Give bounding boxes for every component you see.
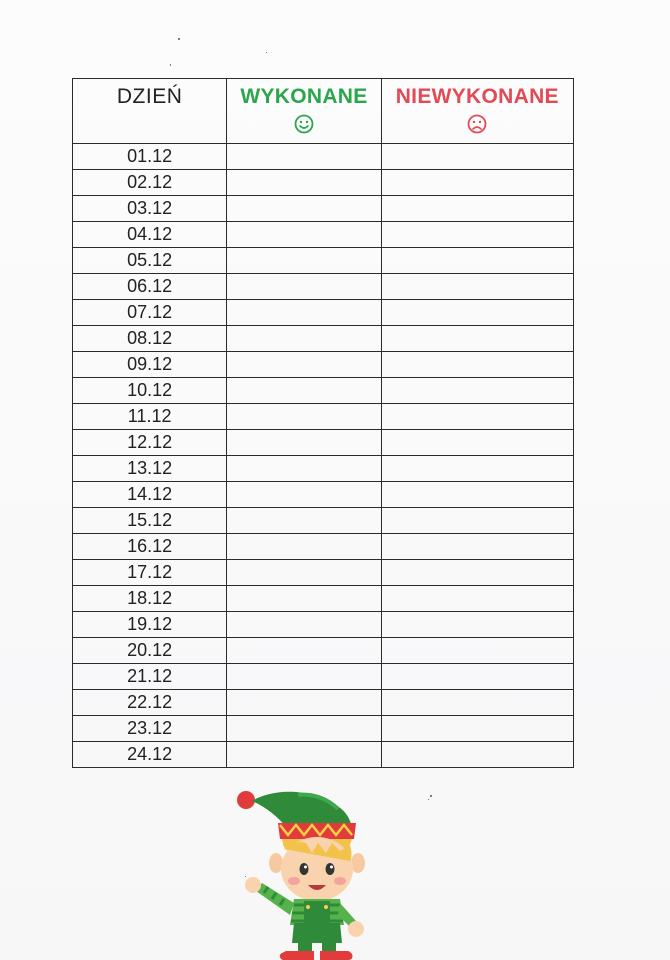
not-done-cell[interactable] <box>381 612 573 638</box>
done-cell[interactable] <box>227 430 381 456</box>
advent-task-table <box>72 78 574 768</box>
paper-speck <box>170 64 171 66</box>
day-cell: 15.12 <box>73 508 227 534</box>
christmas-elf-icon <box>228 783 373 960</box>
not-done-cell[interactable] <box>381 404 573 430</box>
not-done-cell[interactable] <box>381 742 573 768</box>
done-cell[interactable] <box>227 664 381 690</box>
day-cell: 09.12 <box>73 352 227 378</box>
table-row <box>73 534 574 560</box>
smiley-face-icon <box>293 113 315 135</box>
header-not-done-label: NIEWYKONANE <box>395 85 559 108</box>
done-cell[interactable] <box>227 300 381 326</box>
not-done-cell[interactable] <box>381 222 573 248</box>
header-day-label: DZIEŃ <box>116 85 183 108</box>
not-done-cell[interactable] <box>381 716 573 742</box>
done-cell[interactable] <box>227 274 381 300</box>
table-row <box>73 716 574 742</box>
done-cell[interactable] <box>227 508 381 534</box>
not-done-cell[interactable] <box>381 430 573 456</box>
table-row <box>73 560 574 586</box>
not-done-cell[interactable] <box>381 534 573 560</box>
day-cell: 04.12 <box>73 222 227 248</box>
table-row <box>73 326 574 352</box>
day-cell: 20.12 <box>73 638 227 664</box>
table-header-row <box>73 79 574 144</box>
not-done-cell[interactable] <box>381 560 573 586</box>
done-cell[interactable] <box>227 352 381 378</box>
not-done-cell[interactable] <box>381 456 573 482</box>
day-cell: 13.12 <box>73 456 227 482</box>
table-row <box>73 404 574 430</box>
not-done-cell[interactable] <box>381 378 573 404</box>
done-cell[interactable] <box>227 456 381 482</box>
table-row <box>73 248 574 274</box>
table-row <box>73 170 574 196</box>
paper-speck <box>266 52 267 53</box>
done-cell[interactable] <box>227 534 381 560</box>
done-cell[interactable] <box>227 690 381 716</box>
not-done-cell[interactable] <box>381 508 573 534</box>
day-cell: 03.12 <box>73 196 227 222</box>
day-cell: 02.12 <box>73 170 227 196</box>
header-not-done <box>381 79 573 144</box>
done-cell[interactable] <box>227 196 381 222</box>
day-cell: 24.12 <box>73 742 227 768</box>
paper-speck <box>178 38 180 40</box>
day-cell: 18.12 <box>73 586 227 612</box>
day-cell: 08.12 <box>73 326 227 352</box>
table-row <box>73 378 574 404</box>
table-row <box>73 586 574 612</box>
done-cell[interactable] <box>227 222 381 248</box>
table-row <box>73 274 574 300</box>
day-cell: 07.12 <box>73 300 227 326</box>
table-row <box>73 482 574 508</box>
done-cell[interactable] <box>227 170 381 196</box>
day-cell: 14.12 <box>73 482 227 508</box>
not-done-cell[interactable] <box>381 144 573 170</box>
not-done-cell[interactable] <box>381 248 573 274</box>
done-cell[interactable] <box>227 560 381 586</box>
done-cell[interactable] <box>227 716 381 742</box>
day-cell: 17.12 <box>73 560 227 586</box>
done-cell[interactable] <box>227 742 381 768</box>
table-row <box>73 638 574 664</box>
day-cell: 16.12 <box>73 534 227 560</box>
table-row <box>73 664 574 690</box>
day-cell: 22.12 <box>73 690 227 716</box>
header-day <box>73 79 227 144</box>
done-cell[interactable] <box>227 404 381 430</box>
table-row <box>73 612 574 638</box>
table-row <box>73 300 574 326</box>
table-row <box>73 430 574 456</box>
header-done <box>227 79 381 144</box>
day-cell: 10.12 <box>73 378 227 404</box>
table-row <box>73 456 574 482</box>
not-done-cell[interactable] <box>381 638 573 664</box>
not-done-cell[interactable] <box>381 690 573 716</box>
day-cell: 11.12 <box>73 404 227 430</box>
paper-speck <box>428 799 429 800</box>
done-cell[interactable] <box>227 144 381 170</box>
done-cell[interactable] <box>227 638 381 664</box>
table-row <box>73 196 574 222</box>
not-done-cell[interactable] <box>381 482 573 508</box>
day-cell: 21.12 <box>73 664 227 690</box>
sad-face-icon <box>466 113 488 135</box>
table-body <box>73 144 574 768</box>
done-cell[interactable] <box>227 612 381 638</box>
not-done-cell[interactable] <box>381 586 573 612</box>
header-done-label: WYKONANE <box>240 85 368 108</box>
not-done-cell[interactable] <box>381 326 573 352</box>
done-cell[interactable] <box>227 378 381 404</box>
not-done-cell[interactable] <box>381 274 573 300</box>
done-cell[interactable] <box>227 586 381 612</box>
day-cell: 06.12 <box>73 274 227 300</box>
paper-speck <box>430 795 432 797</box>
done-cell[interactable] <box>227 248 381 274</box>
not-done-cell[interactable] <box>381 664 573 690</box>
not-done-cell[interactable] <box>381 352 573 378</box>
not-done-cell[interactable] <box>381 300 573 326</box>
table-row <box>73 508 574 534</box>
not-done-cell[interactable] <box>381 196 573 222</box>
table-row <box>73 690 574 716</box>
day-cell: 05.12 <box>73 248 227 274</box>
not-done-cell[interactable] <box>381 170 573 196</box>
table-row <box>73 222 574 248</box>
done-cell[interactable] <box>227 482 381 508</box>
day-cell: 01.12 <box>73 144 227 170</box>
day-cell: 19.12 <box>73 612 227 638</box>
day-cell: 23.12 <box>73 716 227 742</box>
table-row <box>73 742 574 768</box>
done-cell[interactable] <box>227 326 381 352</box>
table-row <box>73 352 574 378</box>
day-cell: 12.12 <box>73 430 227 456</box>
table-row <box>73 144 574 170</box>
